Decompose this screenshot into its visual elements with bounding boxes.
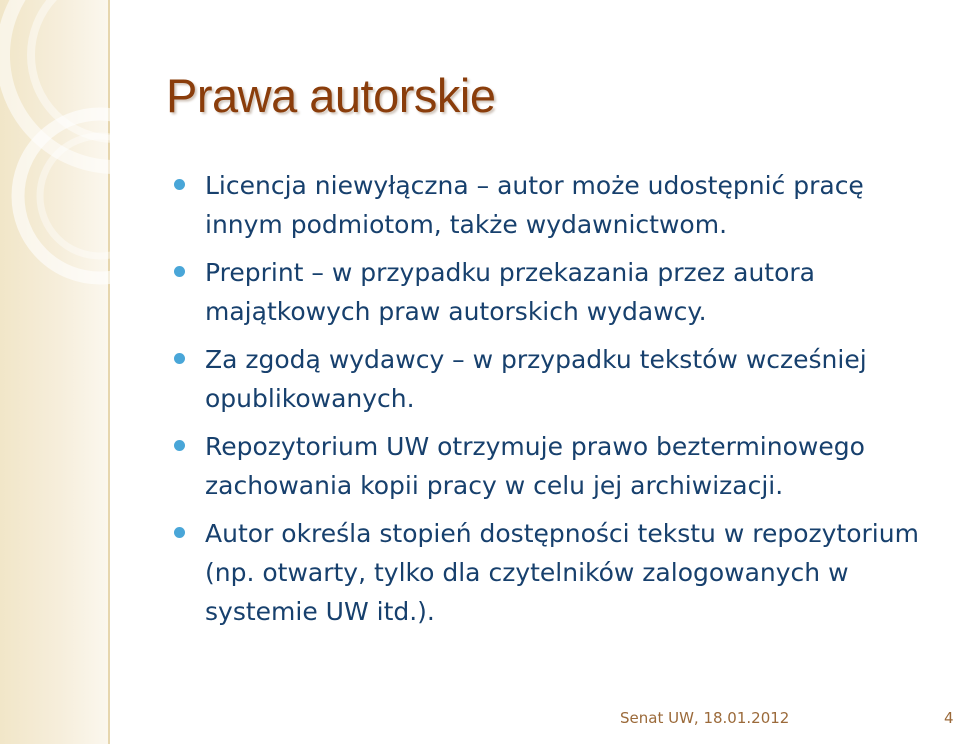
list-item [174,166,944,244]
footer-text: Senat UW, 18.01.2012 [620,709,790,727]
bullet-list [174,166,944,640]
bullet-dot-icon [174,266,185,277]
slide-title: Prawa autorskie [166,69,496,122]
bullet-text: Autor określa stopień dostępności tekstu w repozytorium (np. otwarty, tylko dla czytelników zalogowanych w systemie UW itd.). [205,519,919,626]
bullet-text: Licencja niewyłączna – autor może udostępnić pracę innym podmiotom, także wydawnictwom. [205,171,864,239]
bullet-dot-icon [174,179,185,190]
bullet-dot-icon [174,353,185,364]
list-item [174,253,944,331]
bullet-dot-icon [174,527,185,538]
bullet-text: Za zgodą wydawcy – w przypadku tekstów wcześniej opublikowanych. [205,345,867,413]
page-number: 4 [944,709,954,727]
bullet-text: Preprint – w przypadku przekazania przez autora majątkowych praw autorskich wydawcy. [205,258,815,326]
list-item [174,340,944,418]
list-item [174,427,944,505]
bullet-dot-icon [174,440,185,451]
bullet-text: Repozytorium UW otrzymuje prawo bezterminowego zachowania kopii pracy w celu jej archiwizacji. [205,432,865,500]
list-item [174,514,944,631]
